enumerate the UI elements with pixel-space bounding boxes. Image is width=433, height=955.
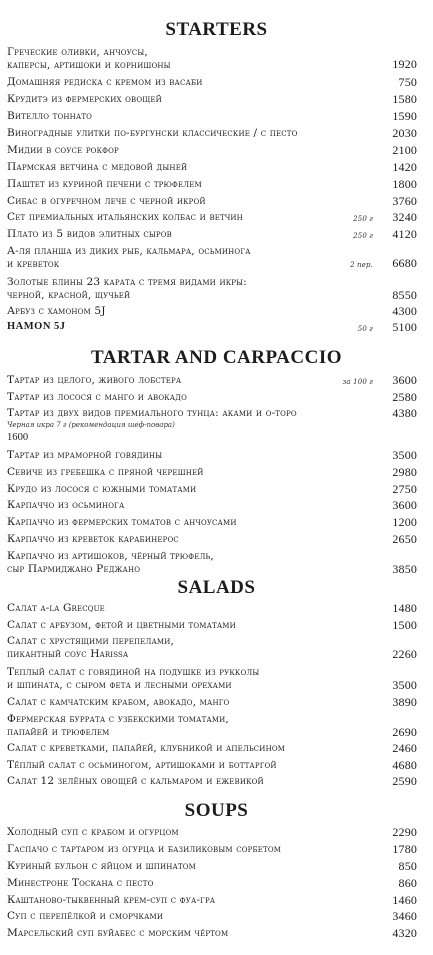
item-price: 1480 (392, 601, 417, 615)
item-name: А-ля планша из диких рыб, кальмара, осьминога и креветок (7, 245, 251, 270)
item-price: 3240 (392, 210, 417, 224)
item-price: 1800 (392, 177, 417, 191)
item-price: 750 (398, 75, 417, 89)
item-price: 2100 (392, 143, 417, 157)
item-name: Крудо из лосося с южными томатами (7, 483, 197, 495)
menu-item (7, 775, 417, 788)
menu-item (7, 483, 417, 496)
item-qty: 50 г (357, 325, 373, 333)
caviar-note-price: 1600 (7, 432, 29, 443)
item-name: Салат с камчатским крабом, авокадо, манго (7, 696, 230, 708)
section-title-salads: SALADS (177, 577, 256, 598)
menu-item (7, 894, 417, 907)
menu-item (7, 374, 417, 387)
item-name: Каштаново-тыквенный крем-суп с фуа-гра (7, 894, 216, 906)
item-price: 860 (398, 876, 417, 890)
item-name: Тартар из лосося с манго и авокадо (7, 391, 187, 403)
item-name: Сибас в огуречном лече с черной икрой (7, 195, 206, 207)
item-price: 1780 (392, 842, 417, 856)
item-price: 4380 (392, 406, 417, 420)
item-price: 1420 (392, 160, 417, 174)
item-price: 4320 (392, 926, 417, 940)
menu-item (7, 276, 417, 302)
item-price: 2650 (392, 532, 417, 546)
section-title-soups: SOUPS (184, 800, 249, 821)
item-price: 2460 (392, 741, 417, 755)
menu-item (7, 499, 417, 512)
item-price: 1920 (392, 57, 417, 71)
menu-item (7, 696, 417, 709)
menu-item (7, 228, 417, 241)
item-price: 1500 (392, 618, 417, 632)
item-price: 8550 (392, 288, 417, 302)
item-name: Салат с арбузом, фетой и цветными томатами (7, 619, 236, 631)
item-name: Арбуз с хамоном 5J (7, 305, 106, 317)
item-name: Фермерская буррата с узбекскими томатами, папайей и трюфелем (7, 713, 229, 738)
item-name: Паштет из куриной печени с трюфелем (7, 178, 202, 190)
menu-item (7, 46, 417, 72)
menu-item (7, 927, 417, 940)
item-name: Плато из 5 видов элитных сыров (7, 228, 172, 240)
menu-item (7, 826, 417, 839)
item-qty: 250 г (353, 215, 373, 223)
item-price: 2590 (392, 774, 417, 788)
menu-item (7, 713, 417, 739)
item-price: 3500 (392, 678, 417, 692)
item-name: Марсельский суп буйабес с морским чёртом (7, 927, 229, 939)
menu-item (7, 666, 417, 692)
item-qty: 2 пер. (350, 261, 373, 269)
menu-item (7, 391, 417, 404)
item-name: Домашняя редиска с кремом из васаби (7, 76, 203, 88)
menu-item (7, 161, 417, 174)
item-name: Холодный суп с крабом и огурцом (7, 826, 179, 838)
menu-item (7, 466, 417, 479)
item-price: 850 (398, 859, 417, 873)
menu-item (7, 93, 417, 106)
menu-item (7, 211, 417, 224)
item-price: 4120 (392, 227, 417, 241)
section-title-starters: STARTERS (165, 19, 268, 40)
caviar-note: Черная икра 7 г (рекомендация шеф-повара) (7, 421, 175, 429)
item-name: Тартар из мраморной говядины (7, 449, 163, 461)
item-price: 5100 (392, 320, 417, 334)
menu-item (7, 843, 417, 856)
item-name: Карпаччо из артишоков, чёрный трюфель, сыр Пармиджано Реджано (7, 550, 214, 575)
menu-item (7, 195, 417, 208)
item-name: Севиче из гребешка с пряной черешней (7, 466, 204, 478)
item-name: Карпаччо из фермерских томатов с анчоусами (7, 516, 237, 528)
item-price: 3460 (392, 909, 417, 923)
item-name: Тёплый салат с осьминогом, артишоками и боттаргой (7, 759, 277, 771)
menu-item (7, 550, 417, 576)
menu-item (7, 877, 417, 890)
item-name: Суп с перепёлкой и сморчками (7, 910, 164, 922)
item-name: Тартар из целого, живого лобстера (7, 374, 182, 386)
item-price: 4300 (392, 304, 417, 318)
menu-item (7, 407, 417, 420)
menu-item (7, 449, 417, 462)
menu-item (7, 759, 417, 772)
menu-item (7, 321, 417, 334)
item-name: Салат 12 зелёных овощей с кальмаром и ежевикой (7, 775, 264, 787)
item-name: Виноградные улитки по-бургунски классические / с песто (7, 127, 298, 139)
menu-item (7, 635, 417, 661)
item-name: Теплый салат с говядиной на подушке из рукколы и шпината, с сыром фета и лесными орехами (7, 666, 260, 691)
item-price: 2750 (392, 482, 417, 496)
item-name: HAMON 5J (7, 321, 66, 332)
item-price: 3600 (392, 373, 417, 387)
item-price: 2980 (392, 465, 417, 479)
item-price: 1200 (392, 515, 417, 529)
menu-item (7, 178, 417, 191)
item-name: Вителло тоннато (7, 110, 93, 122)
menu-item (7, 245, 417, 271)
item-name: Гаспачо с тартаром из огурца и базиликовым сорбетом (7, 843, 282, 855)
menu-item (7, 860, 417, 873)
item-price: 3600 (392, 498, 417, 512)
item-price: 2290 (392, 825, 417, 839)
item-name: Салат a-la Grecque (7, 602, 105, 614)
item-price: 1580 (392, 92, 417, 106)
menu-item (7, 533, 417, 546)
item-name: Карпаччо из креветок карабинерос (7, 533, 179, 545)
item-price: 2030 (392, 126, 417, 140)
item-name: Салат с хрустящими перепелами, пикантный соус Harissa (7, 635, 175, 660)
section-title-tartar: TARTAR AND CARPACCIO (90, 347, 343, 368)
item-price: 3500 (392, 448, 417, 462)
item-price: 4680 (392, 758, 417, 772)
item-qty: 250 г (353, 232, 373, 240)
item-name: Мидии в соусе рокфор (7, 144, 119, 156)
menu-item (7, 76, 417, 89)
menu-item (7, 742, 417, 755)
menu-item (7, 127, 417, 140)
item-name: Куриный бульон с яйцом и шпинатом (7, 860, 196, 872)
item-price: 2690 (392, 725, 417, 739)
item-name: Пармская ветчина с медовой дыней (7, 161, 188, 173)
item-price: 1590 (392, 109, 417, 123)
menu-item (7, 144, 417, 157)
item-price: 3760 (392, 194, 417, 208)
menu-item (7, 516, 417, 529)
menu-item (7, 110, 417, 123)
menu-item (7, 305, 417, 318)
item-name: Золотые блины 23 карата с тремя видами икры: черной, красной, щучьей (7, 276, 247, 301)
item-name: Минестроне Тоскана с песто (7, 877, 154, 889)
item-name: Крудитэ из фермерских овощей (7, 93, 162, 105)
menu-item (7, 619, 417, 632)
item-name: Салат с креветками, папайей, клубникой и апельсином (7, 742, 286, 754)
item-name: Сет премиальных итальянских колбас и ветчин (7, 211, 243, 223)
item-name: Тартар из двух видов премиального тунца: аками и о-торо (7, 407, 297, 419)
item-price: 3850 (392, 562, 417, 576)
item-price: 2580 (392, 390, 417, 404)
menu-item (7, 602, 417, 615)
item-price: 3890 (392, 695, 417, 709)
item-qty: за 100 г (342, 378, 373, 386)
menu-item (7, 910, 417, 923)
item-name: Греческие оливки, анчоусы, каперсы, артишоки и корнишоны (7, 46, 171, 71)
item-name: Карпаччо из осьминога (7, 499, 125, 511)
item-price: 1460 (392, 893, 417, 907)
item-price: 6680 (392, 256, 417, 270)
item-price: 2260 (392, 647, 417, 661)
